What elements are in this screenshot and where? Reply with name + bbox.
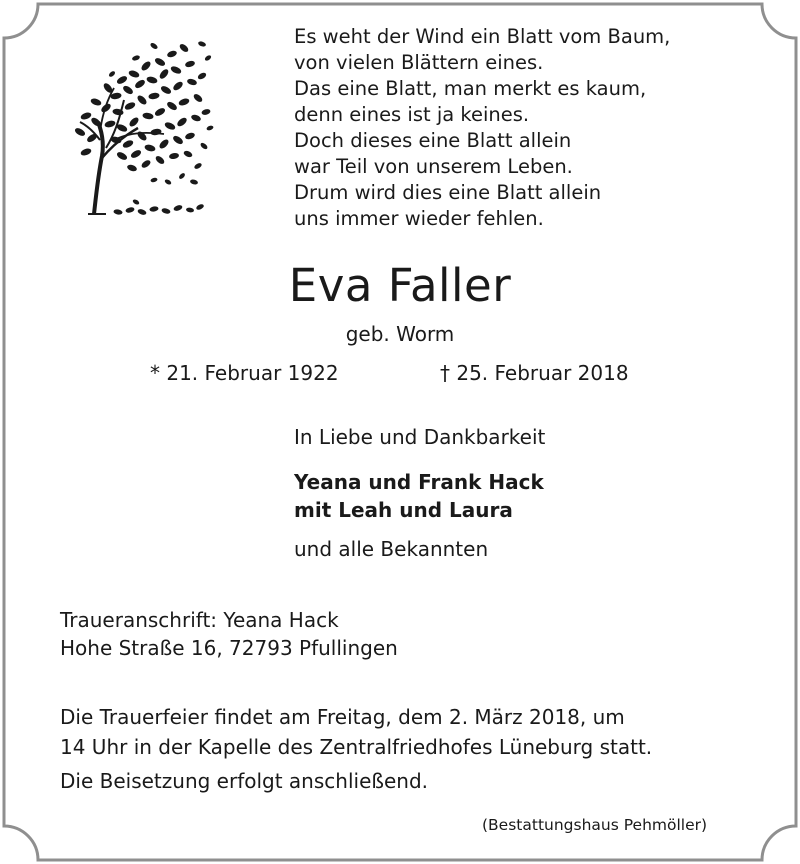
- funeral-service-info: [60, 702, 652, 762]
- poem-line: denn eines ist ja keines.: [294, 103, 530, 126]
- family-line: mit Leah und Laura: [294, 498, 513, 522]
- tree-with-falling-leaves-icon: [72, 36, 214, 218]
- service-line: Die Trauerfeier findet am Freitag, dem 2. März 2018, um: [60, 705, 625, 729]
- deceased-name: Eva Faller: [288, 259, 512, 312]
- death-date: † 25. Februar 2018: [440, 361, 629, 385]
- mourning-address: [60, 606, 398, 662]
- poem-line: Drum wird dies eine Blatt allein: [294, 181, 602, 204]
- address-line: Traueranschrift: Yeana Hack: [60, 608, 339, 632]
- address-line: Hohe Straße 16, 72793 Pfullingen: [60, 636, 398, 660]
- poem: [294, 24, 670, 232]
- poem-line: war Teil von unserem Leben.: [294, 155, 573, 178]
- family-line: Yeana und Frank Hack: [294, 470, 544, 494]
- burial-info: Die Beisetzung erfolgt anschließend.: [60, 769, 428, 793]
- family-names: [294, 468, 544, 524]
- other-mourners: und alle Bekannten: [294, 537, 489, 561]
- mourners-intro: In Liebe und Dankbarkeit: [294, 425, 546, 449]
- maiden-name: geb. Worm: [345, 322, 455, 346]
- birth-date: * 21. Februar 1922: [150, 361, 339, 385]
- poem-line: Das eine Blatt, man merkt es kaum,: [294, 77, 647, 100]
- poem-line: Doch dieses eine Blatt allein: [294, 129, 572, 152]
- poem-line: von vielen Blättern eines.: [294, 51, 544, 74]
- poem-line: Es weht der Wind ein Blatt vom Baum,: [294, 25, 671, 48]
- service-line: 14 Uhr in der Kapelle des Zentralfriedhofes Lüneburg statt.: [60, 735, 653, 759]
- poem-line: uns immer wieder fehlen.: [294, 207, 544, 230]
- funeral-home: (Bestattungshaus Pehmöller): [482, 816, 708, 834]
